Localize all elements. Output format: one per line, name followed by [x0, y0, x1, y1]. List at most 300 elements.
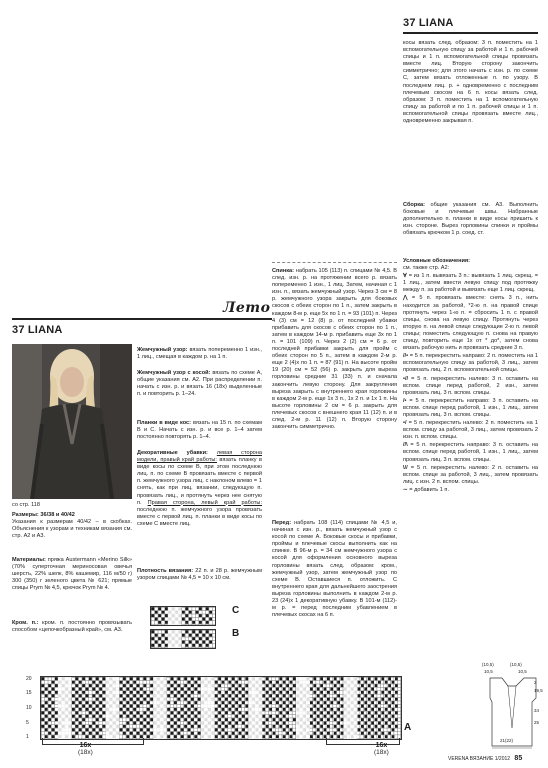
chart-cell — [364, 681, 367, 684]
chart-cell — [392, 681, 395, 684]
chart-cell — [165, 621, 168, 624]
chart-cell — [313, 698, 316, 701]
chart-cell — [361, 725, 364, 728]
chart-cell — [262, 722, 265, 725]
chart-cell — [232, 718, 235, 721]
chart-cell — [75, 725, 78, 728]
sizes-note: Указания к размерам 40/42 – в скобках. Объяснения к узорам и техникам вязания см. стр. А2 и А3. — [12, 519, 132, 540]
chart-cell — [279, 711, 282, 714]
pattern-2-text: вязать по схеме А, общие указания см. А2. При распределении п. начать с изн. р. и вязать 16 (18x) выделенные п. и повторить р. 1–24. — [137, 370, 262, 398]
chart-cell — [283, 688, 286, 691]
chart-cell — [120, 694, 123, 697]
chart-cell — [206, 630, 209, 633]
chart-cell — [162, 634, 165, 637]
chart-cell — [235, 728, 238, 731]
chart-cell — [209, 641, 212, 644]
chart-cell — [72, 694, 75, 697]
chart-cell — [75, 718, 78, 721]
chart-cell — [181, 708, 184, 711]
chart-cell — [191, 732, 194, 735]
chart-cell — [137, 732, 140, 735]
chart-cell — [388, 684, 391, 687]
legend-symbol: /• — [403, 397, 410, 404]
chart-cell — [45, 708, 48, 711]
chart-cell — [52, 701, 55, 704]
chart-cell — [89, 725, 92, 728]
chart-cell — [82, 725, 85, 728]
chart-cell — [194, 715, 197, 718]
chart-cell — [222, 701, 225, 704]
chart-cell — [341, 725, 344, 728]
chart-cell — [378, 722, 381, 725]
chart-cell — [330, 681, 333, 684]
chart-cell — [96, 684, 99, 687]
chart-cell — [126, 694, 129, 697]
chart-cell — [191, 711, 194, 714]
sizes-value: 36/38 и 40/42 — [40, 512, 75, 518]
chart-cell — [273, 725, 276, 728]
chart-cell — [286, 732, 289, 735]
chart-cell — [395, 677, 398, 680]
chart-cell — [184, 705, 187, 708]
chart-cell — [388, 698, 391, 701]
chart-cell — [334, 711, 337, 714]
chart-cell — [194, 701, 197, 704]
chart-cell — [167, 728, 170, 731]
chart-c-marks — [151, 607, 215, 625]
chart-cell — [324, 708, 327, 711]
chart-cell — [375, 705, 378, 708]
chart-cell — [378, 715, 381, 718]
chart-cell — [361, 698, 364, 701]
chart-cell — [375, 677, 378, 680]
chart-cell — [218, 718, 221, 721]
chart-cell — [72, 715, 75, 718]
chart-cell — [72, 728, 75, 731]
chart-cell — [290, 708, 293, 711]
chart-cell — [269, 701, 272, 704]
legend-text: = 5 п. провязать вместе: снять 3 п., нить находится за работой, *2-ю п. на правой спице протянуть через 1-ю п. = сбросить 1 п. с правой спицы, снова на левую спицу. Протянуть через вторую п. на левой спице следующие 2-ю п. левой спицы; поместить следующую п. снова на правую спицу, повторить еще 1x от * до*, затем снова вязать рабочую нить и провязать средние 3 п. — [403, 295, 538, 352]
chart-cell — [317, 688, 320, 691]
pattern-4-side-right: Правая сторона, левый край работы: — [147, 499, 262, 506]
chart-cell — [341, 698, 344, 701]
chart-cell — [290, 735, 293, 738]
chart-cell — [364, 722, 367, 725]
chart-cell — [242, 735, 245, 738]
chart-cell — [198, 691, 201, 694]
chart-cell — [194, 681, 197, 684]
chart-cell — [133, 708, 136, 711]
chart-cell — [364, 694, 367, 697]
chart-cell — [388, 711, 391, 714]
legend-text: = 5 п. перекрестить налево: 2 п. поместить на 1 вспом. спицу за работой, 3 лиц., затем провязать 2 изн. п. вспом. спицы. — [403, 420, 538, 441]
chart-cell — [55, 691, 58, 694]
chart-cell — [283, 735, 286, 738]
chart-cell — [392, 722, 395, 725]
chart-cell — [368, 732, 371, 735]
chart-a — [40, 676, 402, 740]
chart-cell — [358, 688, 361, 691]
pattern-1-label: Жемчужный узор: — [137, 347, 188, 353]
sizes-section — [12, 512, 132, 540]
front-text: набрать 108 (114) спицами № 4,5 и, начиная с изн. р., вязать жемчужный узор с косой по схеме А. Боковые скосы и прибавки, проймы и плечевые скосы выполнить как на спинке. В 96-м р. = 34 см жемчужного узора с косой для оформления основного выреза горловины вязать след. образом: кром., жемчужный узор, затем жемчужный узор по схеме В. Оставшиеся п. отложить. С внутреннего края для дальнейшего заострения выреза горловины выполнить в каждом 2-м р. 23 (24)x 1 декоративную убавку. В 101-м (112)-м р. = перед последним убавлением в плечевых скосах на 6 п. — [272, 520, 397, 619]
chart-cell — [222, 708, 225, 711]
density-text: 22 п. и 28 р. жемчужным узором спицами № 4,5 = 10 x 10 см. — [137, 568, 262, 582]
chart-cell — [225, 691, 228, 694]
chart-cell — [385, 681, 388, 684]
chart-cell — [167, 688, 170, 691]
pattern-2 — [137, 370, 262, 398]
chart-cell — [191, 718, 194, 721]
cable-band — [168, 630, 182, 648]
chart-cell — [103, 711, 106, 714]
chart-cell — [388, 718, 391, 721]
chart-cell — [242, 694, 245, 697]
page-footer — [448, 755, 522, 762]
chart-cell — [276, 708, 279, 711]
chart-cell — [269, 708, 272, 711]
chart-cell — [181, 694, 184, 697]
chart-cell — [174, 708, 177, 711]
chart-cell — [92, 722, 95, 725]
chart-cell — [283, 708, 286, 711]
legend-text: = из 1 п. вывязать 3 п.: вывязать 1 лиц. скрещ. = 1 лиц., затем ввести левую спицу под протяжку между п. за работой и вывязать еще 1 лиц. скрещ. — [403, 273, 538, 294]
chart-cell — [150, 684, 153, 687]
assembly-section — [403, 202, 538, 237]
cable-band — [201, 677, 215, 739]
chart-cell — [171, 684, 174, 687]
chart-cell — [276, 681, 279, 684]
chart-cell — [143, 698, 146, 701]
chart-cell — [143, 725, 146, 728]
chart-cell — [198, 718, 201, 721]
page-title-right: 37 LIANA — [403, 17, 454, 29]
chart-cell — [150, 698, 153, 701]
chart-cell — [199, 614, 202, 617]
chart-cell — [55, 718, 58, 721]
chart-cell — [225, 725, 228, 728]
chart-cell — [222, 694, 225, 697]
chart-cell — [209, 611, 212, 614]
season-title: Лето — [223, 300, 271, 316]
chart-cell — [41, 718, 44, 721]
chart-cell — [228, 701, 231, 704]
chart-cell — [143, 711, 146, 714]
chart-cell — [151, 644, 154, 647]
chart-cell — [177, 718, 180, 721]
chart-cell — [293, 691, 296, 694]
chart-cell — [188, 701, 191, 704]
chart-cell — [279, 718, 282, 721]
chart-cell — [266, 725, 269, 728]
chart-cell — [218, 732, 221, 735]
legend-text: = 5 п. перекрестить налево: 2 п. оставить на вспом. спице за работой, 3 лиц., затем провязать лиц. с изн. 2 п. вспом. спицы. — [403, 464, 538, 485]
photo-caption: со стр. 118 — [12, 502, 41, 508]
chart-cell — [52, 728, 55, 731]
chart-cell — [130, 711, 133, 714]
chart-cell — [330, 708, 333, 711]
chart-cell — [137, 691, 140, 694]
chart-cell — [120, 715, 123, 718]
chart-cell — [218, 684, 221, 687]
schema-dim-top-4: 10,5 — [518, 669, 527, 674]
chart-cell — [218, 725, 221, 728]
chart-cell — [198, 732, 201, 735]
chart-cell — [381, 677, 384, 680]
chart-cell — [290, 701, 293, 704]
chart-cell — [313, 725, 316, 728]
legend-text: = 5 п. перекрестить направо: 2 п. поместить на 1 вспомогательную спицу за работой, 3 лиц., затем провязать лиц. 2 п. вспомогательной спицы. — [403, 353, 539, 374]
chart-cell — [48, 691, 51, 694]
chart-cell — [171, 732, 174, 735]
chart-b-marks — [151, 630, 215, 648]
chart-cell — [320, 732, 323, 735]
chart-cell — [171, 691, 174, 694]
chart-cell — [123, 705, 126, 708]
chart-cell — [199, 637, 202, 640]
chart-cell — [378, 701, 381, 704]
chart-cell — [184, 698, 187, 701]
chart-cell — [188, 688, 191, 691]
chart-cell — [317, 735, 320, 738]
chart-cell — [194, 688, 197, 691]
chart-cell — [191, 725, 194, 728]
chart-cell — [184, 725, 187, 728]
row-number: 1 — [26, 734, 29, 740]
repeat-right-count: 16x — [375, 742, 388, 749]
chart-cell — [279, 677, 282, 680]
chart-cell — [133, 722, 136, 725]
chart-cell — [198, 698, 201, 701]
chart-cell — [262, 681, 265, 684]
chart-cell — [266, 732, 269, 735]
row-number: 10 — [26, 705, 32, 711]
chart-cell — [330, 701, 333, 704]
chart-cell — [388, 725, 391, 728]
chart-cell — [269, 681, 272, 684]
chart-cell — [388, 732, 391, 735]
front-section — [272, 520, 397, 619]
chart-cell — [96, 718, 99, 721]
chart-cell — [293, 677, 296, 680]
chart-cell — [215, 715, 218, 718]
continued-text: косы вязать след. образом: 3 п. поместить на 1 вспомогательную спицу за работой и 1 п. рабочей спицы и 1 п. вспомогательной спицы провязать вместе лиц. Вторую сторону закончить симметрично; для этого начать с изн. р. по схеме С, затем вязать отложенные п. по узору. В последнем лиц. р. + одновременно с последним плечевым скосом на 6 п. косы вязать след. образом: 3 п. поместить на 1 вспомогательную спицу за работой и по 1 п. рабочей спицы и 1 п. вспомогательной спицы провязать вместе лиц., одновременно закрывая п. — [403, 40, 538, 125]
chart-cell — [341, 718, 344, 721]
schema-dim-top-1: (10,5) — [482, 662, 494, 667]
chart-cell — [381, 711, 384, 714]
chart-cell — [92, 715, 95, 718]
density-label: Плотность вязания: — [137, 568, 194, 574]
back-label: Спинка: — [272, 268, 295, 274]
chart-cell — [45, 701, 48, 704]
legend-text: = 5 п. перекрестить направо: 3 п. оставить на вспом. спице перед работой, 1 изн., 1 лиц., затем провязать лиц. 3 п. вспом. спицы. — [403, 397, 538, 418]
chart-cell — [276, 722, 279, 725]
chart-cell — [192, 644, 195, 647]
chart-cell — [199, 621, 202, 624]
chart-cell — [334, 732, 337, 735]
chart-cell — [72, 722, 75, 725]
chart-cell — [151, 630, 154, 633]
chart-cell — [162, 611, 165, 614]
chart-cell — [177, 677, 180, 680]
model-photo-drawing — [12, 344, 132, 499]
pattern-3 — [137, 420, 262, 441]
chart-cell — [206, 644, 209, 647]
chart-cell — [188, 681, 191, 684]
chart-cell — [126, 708, 129, 711]
chart-cell — [133, 728, 136, 731]
chart-cell — [184, 718, 187, 721]
chart-cell — [184, 684, 187, 687]
chart-cell — [337, 701, 340, 704]
chart-cell — [371, 728, 374, 731]
legend-section — [403, 258, 538, 494]
chart-cell — [209, 618, 212, 621]
chart-cell — [75, 711, 78, 714]
repeat-right-count-alt: (18x) — [374, 749, 389, 756]
chart-cell — [235, 694, 238, 697]
row-number: 5 — [26, 720, 29, 726]
chart-cell — [232, 677, 235, 680]
chart-cell — [150, 732, 153, 735]
chart-cell — [89, 684, 92, 687]
chart-cell — [273, 698, 276, 701]
chart-cell — [368, 705, 371, 708]
chart-cell — [358, 681, 361, 684]
chart-cell — [279, 725, 282, 728]
legend-symbol: ⋀ — [403, 295, 412, 302]
chart-cell — [96, 698, 99, 701]
chart-cell — [324, 722, 327, 725]
chart-cell — [327, 698, 330, 701]
left-header-rule — [12, 318, 272, 320]
chart-cell — [150, 725, 153, 728]
chart-cell — [310, 715, 313, 718]
chart-cell — [199, 630, 202, 633]
chart-cell — [341, 705, 344, 708]
chart-cell — [96, 705, 99, 708]
legend-symbol: ∼ — [403, 486, 410, 493]
chart-cell — [364, 708, 367, 711]
legend-title: Условные обозначения: — [403, 258, 471, 264]
chart-cell — [385, 694, 388, 697]
chart-cell — [262, 715, 265, 718]
chart-cell — [79, 722, 82, 725]
chart-cell — [198, 684, 201, 687]
chart-cell — [375, 698, 378, 701]
assembly-label: Сборка: — [403, 202, 426, 208]
chart-cell — [273, 718, 276, 721]
chart-cell — [222, 722, 225, 725]
chart-cell — [55, 711, 58, 714]
chart-cell — [381, 725, 384, 728]
legend-item — [403, 273, 538, 294]
chart-cell — [279, 698, 282, 701]
chart-cell — [327, 677, 330, 680]
chart-cell — [120, 681, 123, 684]
repeat-brace-left — [42, 738, 144, 745]
chart-cell — [310, 722, 313, 725]
chart-cell — [140, 722, 143, 725]
pattern-3-label: Планки в виде кос: — [137, 420, 192, 426]
chart-cell — [361, 711, 364, 714]
chart-cell — [167, 681, 170, 684]
chart-cell — [165, 637, 168, 640]
chart-cell — [99, 708, 102, 711]
chart-cell — [215, 688, 218, 691]
chart-cell — [283, 701, 286, 704]
chart-cell — [41, 684, 44, 687]
chart-cell — [82, 698, 85, 701]
chart-cell — [218, 677, 221, 680]
cable-band — [296, 677, 310, 739]
chart-cell — [320, 725, 323, 728]
chart-cell — [133, 688, 136, 691]
cable-band — [153, 677, 167, 739]
chart-cell — [147, 701, 150, 704]
chart-cell — [368, 725, 371, 728]
chart-cell — [235, 681, 238, 684]
chart-cell — [194, 722, 197, 725]
chart-cell — [388, 677, 391, 680]
chart-cell — [165, 614, 168, 617]
chart-cell — [337, 728, 340, 731]
chart-cell — [99, 688, 102, 691]
chart-cell — [378, 728, 381, 731]
chart-cell — [283, 722, 286, 725]
chart-cell — [174, 694, 177, 697]
chart-cell — [364, 728, 367, 731]
chart-cell — [358, 715, 361, 718]
legend-symbol: •/ — [403, 420, 409, 427]
chart-cell — [317, 722, 320, 725]
pattern-4-text-d: последнюю п. жемчужного узора провязать вместе с первой лиц. п. планки в виде косы по схеме С вместе лиц. — [137, 506, 262, 527]
chart-cell — [327, 711, 330, 714]
chart-cell — [225, 732, 228, 735]
chart-cell — [185, 621, 188, 624]
chart-cell — [92, 728, 95, 731]
repeat-brace-right — [326, 738, 400, 745]
cable-band — [248, 677, 262, 739]
chart-cell — [266, 684, 269, 687]
chart-cell — [222, 735, 225, 738]
chart-cell — [55, 732, 58, 735]
chart-cell — [103, 725, 106, 728]
chart-cell — [140, 728, 143, 731]
chart-cell — [130, 698, 133, 701]
chart-cell — [103, 691, 106, 694]
chart-cell — [177, 684, 180, 687]
chart-cell — [198, 677, 201, 680]
chart-cell — [225, 698, 228, 701]
pattern-4-label: Декоративные убавки: — [137, 450, 208, 456]
chart-cell — [99, 701, 102, 704]
chart-cell — [276, 694, 279, 697]
chart-cell — [368, 698, 371, 701]
repeat-left-label — [78, 742, 93, 756]
chart-cell — [171, 725, 174, 728]
chart-cell — [41, 691, 44, 694]
chart-cell — [293, 718, 296, 721]
chart-cell — [310, 681, 313, 684]
pattern-3-text: вязать на 15 п. по схемам В и С. Начать с изн. р. и все р. 1–4 затем постоянно повторять р. 1–4. — [137, 420, 262, 441]
cable-band — [58, 677, 72, 739]
chart-cell — [239, 684, 242, 687]
cable-band — [168, 607, 182, 625]
chart-cell — [358, 701, 361, 704]
chart-cell — [279, 684, 282, 687]
chart-cell — [86, 701, 89, 704]
